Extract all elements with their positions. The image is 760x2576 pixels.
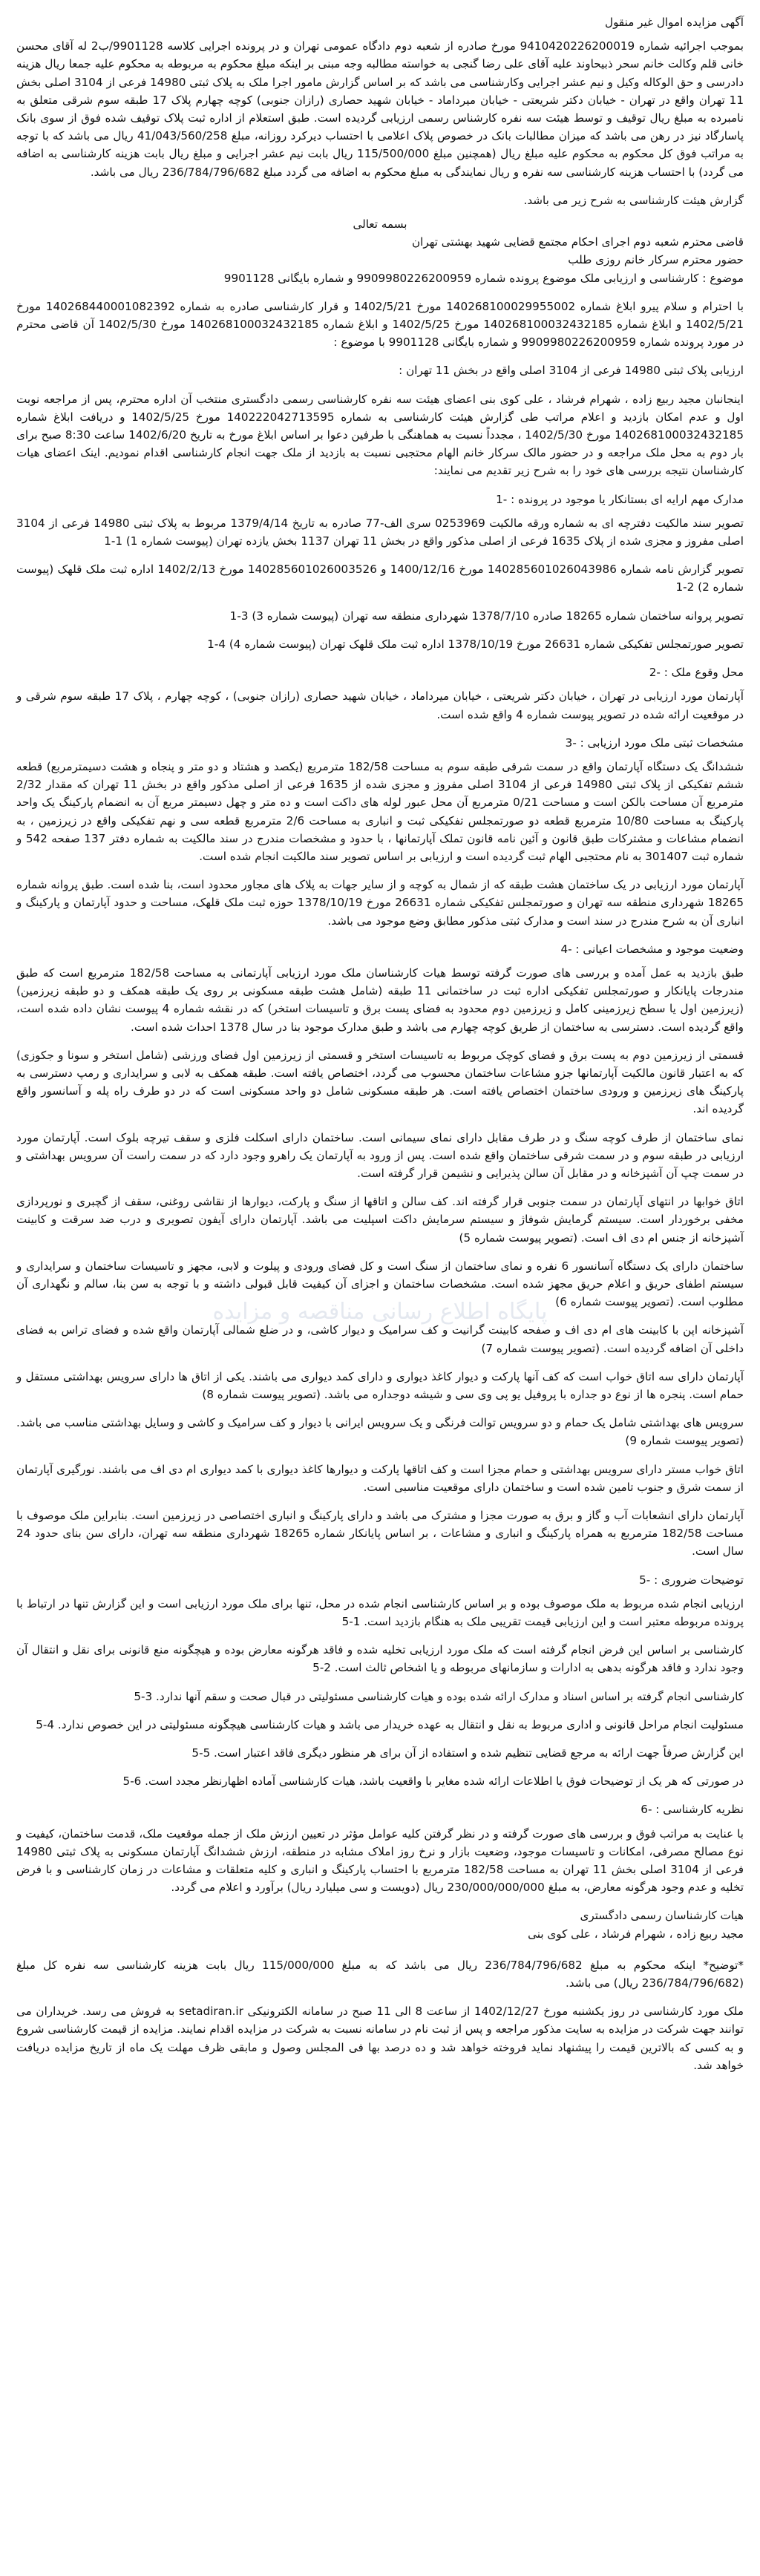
list-item: در صورتی که هر یک از توضیحات فوق یا اطلاعات ارائه شده مغایر با واقعیت باشد، هیات کارشناسی آماده اظهارنظر مجدد است. 6-5 (122, 1774, 744, 1789)
list-item: مسئولیت انجام مراحل قانونی و اداری مربوط به نقل و انتقال به عهده خریدار می باشد و هیات کارشناسی هیچگونه مسئولیتی در این خصوص ندارد. 4-5 (36, 1717, 744, 1731)
intro-paragraph: بموجب اجرائیه شماره 9410420226200019 مورخ صادره از شعبه دوم دادگاه عمومی تهران و در پرونده اجرایی کلاسه 9901128/ب2 له آقای محسن خانی قلم وکالت خانم سحر ذبیحاوند علیه آقای علی رضا گنجی به خواسته مطالبه وجه مبنی بر اینکه مبلغ محکوم به مربوطه به محکوم علیه جمعا ریال هزینه دادرسی و حق الوکاله وکیل و نیم عشر اجرایی وکارشناسی می باشد که بر اساس گزارش مامور اجرا ملک به پلاک ثبتی 14980 فرعی از 3104 اصلی بخش 11 تهران واقع در تهران - خیابان دکتر شریعتی - خیابان میرداماد - خیابان شهید حصاری (رازان جنوبی) کوچه چهارم پلاک 17 طبقه سوم شرقی متعلق به نامبرده به مبلغ ریال توقیف و توسط هیئت سه نفره کارشناس رسمی ارزیابی گردیده است. طبق استعلام از اداره ثبت پلاک توقیف شده فوق از سوی بانک پاسارگاد نیز در رهن می باشد که میزان مطالبات بانک در خصوص پلاک اعلامی با احتساب دیرکرد روزانه، مبلغ 41/043/560/258 ریال می باشد که با توجه به مراتب فوق کل محکوم به محکوم علیه مبلغ ریال (همچنین مبلغ 115/500/000 ریال بابت نیم عشر اجرایی و مبلغ ریال بابت هزینه کارشناسی به اضافه می گردد) با احتساب هزینه کارشناسی سه نفره و ریال نمایندگی به مبلغ محکوم به اضافه می گردد مبلغ 236/784/796/682 ریال می باشد. (16, 39, 744, 179)
list-item: تصویر سند مالکیت دفترچه ای به شماره ورقه مالکیت 0253969 سری الف-77 صادره به تاریخ 1379/4/14 مربوط به پلاک ثبتی 14980 فرعی از 3104 اصلی مفروز و مجزی شده از پلاک 1635 فرعی از اصلی مذکور واقع در بخش 11 تهران 1137 بخش یازده تهران (پیوست شماره 1) 1-1 (16, 516, 744, 548)
description-paragraph: اتاق خواب مستر دارای سرویس بهداشتی و حمام مجزا است و کف اتاقها پارکت و دیوارها کاغذ دیواری با کمد دیواری ام دی اف می باشند. نورگیری آپارتمان از سمت شرق و جنوب تامین شده است و ساختمان دارای موقعیت مناسبی است. (16, 1462, 744, 1494)
list-item: تصویر صورتمجلس تفکیکی شماره 26631 مورخ 1378/10/19 اداره ثبت ملک قلهک تهران (پیوست شماره 4) 4-1 (207, 637, 744, 651)
description-paragraph: آپارتمان دارای انشعابات آب و گاز و برق به صورت مجزا و مشترک می باشد و دارای پارکینگ و انباری اختصاصی در زیرزمین است. بنابراین ملک موصوف با مساحت 182/58 مترمربع به همراه پارکینگ و انباری و مشاعات ، بر اساس پایانکار شماره 18265 شهرداری منطقه سه تهران، دارای سن بنای حدود 24 سال است. (16, 1509, 744, 1559)
auction-paragraph: ملک مورد کارشناسی در روز یکشنبه مورخ 1402/12/27 از ساعت 8 الی 11 صبح در سامانه الکترونیکی setadiran.ir به فروش می رسد. خریداران می توانند جهت شرکت در مزایده به سایت مذکور مراجعه و پس از ثبت نام در سامانه نسبت به شرکت در مزایده اقدام نمایند. مزایده از قیمت کارشناسی شروع و به کسی که بالاترین قیمت را پیشنهاد نماید فروخته خواهد شد و ده درصد بها فی المجلس وصول و مابقی ظرف مهلت یک ماه از تاریخ مزایده دریافت خواهد شد. (16, 2005, 744, 2072)
watermark: پایگاه اطلاع رسانی مناقصه و مزایده (212, 1299, 548, 1325)
description-paragraph: طبق بازدید به عمل آمده و بررسی های صورت گرفته توسط هیات کارشناسان ملک مورد ارزیابی آپارتمانی به مساحت 182/58 مترمربع است که طبق مندرجات پایانکار و صورتمجلس تفکیکی اداره ثبت در ساختمانی 11 طبقه (شامل هشت طبقه مسکونی بر روی یک طبقه همکف و دو طبقه زیرزمین) (زیرزمین اول یا سطح زیرزمینی کامل و زیرزمین دوم محدود به فضای پست برق و تاسیسات استخر) که در نقشه شماره 4 پیوست نشان داده شده است، واقع گردیده است. دسترسی به ساختمان از طریق کوچه چهارم می باشد و طبق مدارک موجود بنا در سال 1378 احداث شده است. (16, 966, 744, 1034)
description-paragraph: ساختمان دارای یک دستگاه آسانسور 6 نفره و نمای ساختمان از سنگ است و کل فضای ورودی و پیلوت و لابی، مجهز و تاسیسات ساختمان و سرایداری و سیستم اطفای حریق و اعلام حریق مجهز شده است. مشخصات ساختمان و اجزای آن کیفیت قابل قبولی داشته و با توجه به سن بنا، سالم و نگهداری آن مطلوب است. (تصویر پیوست شماره 6) (16, 1259, 744, 1309)
specs-paragraph: ششدانگ یک دستگاه آپارتمان واقع در سمت شرقی طبقه سوم به مساحت 182/58 مترمربع (یکصد و هشتاد و دو متر و پنجاه و هشت دسیمترمربع) قطعه ششم تفکیکی از پلاک ثبتی 14980 فرعی از 3104 اصلی مفروز و مجزی شده از 1635 فرعی از اصلی مذکور واقع در بخش 11 تهران که مقدار 2/32 مترمربع آن مساحت بالکن است و مساحت 0/21 مترمربع آن محل عبور لوله های داکت است و ده متر و چهل دسیمتر مربع آن به انضمام پارکینگ یک واحد پارکینگ به مساحت 10/80 مترمربع قطعه دو صورتمجلس تفکیکی ثبت و انباری به مساحت 2/6 مترمربع قطعه سی و نهم تفکیکی واقع در زیرزمین ، به انضمام مشاعات و مشترکات طبق قانون و آئین نامه قانون تملک آپارتمانها ، با حدود و مشخصات مندرج در سند مالکیت به شماره دفتر 137 صفحه 542 و شماره ثبت 301407 به نام محتجبی الهام ثبت گردیده است و ارزیابی بر اساس تصویر سند مالکیت انجام شده است. (16, 759, 744, 863)
visit-paragraph: اینجانبان مجید ربیع زاده ، شهرام فرشاد ، علی کوی بنی اعضای هیئت سه نفره کارشناسی رسمی دادگستری منتخب آن اداره محترم، پس از مراجعه نوبت اول و عدم امکان بازدید و اعلام مراتب طی گزارش هیئت کارشناسی به شماره 140222042713595 مورخ 1402/5/25 و دریافت ابلاغ شماره 140268100032432185 مورخ 1402/5/30 ، مجدداً نسبت به هماهنگی با طرفین دعوا بر اساس ابلاغ مورخ به تاریخ 1402/6/20 ساعت 8:30 صبح برای بار دوم به محل ملک مراجعه و در حضور مالک سرکار خانم الهام محتجبی نسبت به بازدید از ملک جهت انجام کارشناسی اقدام نمودیم. اینک اعضای هیات کارشناسان نتیجه بررسی های خود را به شرح زیر تقدیم می نمایند: (16, 392, 744, 478)
section-heading: توضیحات ضروری : -5 (639, 1573, 744, 1587)
description-paragraph: آپارتمان دارای سه اتاق خواب است که کف آنها پارکت و دیوار کاغذ دیواری و دارای کمد دیواری می باشند. یکی از اتاق ها دارای سرویس بهداشتی مستقل و حمام است. پنجره ها از نوع دو جداره با پروفیل یو پی وی سی و شیشه دوجداره می باشد. (تصویر پیوست شماره 8) (16, 1369, 744, 1401)
list-item: این گزارش صرفاً جهت ارائه به مرجع قضایی تنظیم شده و استفاده از آن برای هر منظور دیگری فاقد اعتبار است. 5-5 (191, 1746, 744, 1760)
description-paragraph: سرویس های بهداشتی شامل یک حمام و دو سرویس توالت فرنگی و یک سرویس ایرانی با دیوار و کف سرامیک و کاشی و وسایل بهداشتی مناسب می باشد. (تصویر پیوست شماره 9) (16, 1416, 744, 1448)
description-paragraph: آشپزخانه اپن با کابینت های ام دی اف و صفحه کابینت گرانیت و کف سرامیک و دیوار کاشی، و در ضلع شمالی آپارتمان واقع شده و فضای تراس به فضای داخلی آن اضافه گردیده است. (تصویر پیوست شماره 7) (16, 1323, 744, 1355)
reference-line: با احترام و سلام پیرو ابلاغ شماره 140268100029955002 مورخ 1402/5/21 و قرار کارشناسی صادره به شماره 140268440001082392 مورخ 1402/5/21 و ابلاغ شماره 140268100032432185 مورخ 1402/5/25 و ابلاغ شماره 140268100032432185 مورخ 1402/5/30 آن قاضی محترم در مورد پرونده شماره 9909980226200959 و شماره بایگانی 9901128 با موضوع : (16, 299, 744, 350)
report-heading: گزارش هیئت کارشناسی به شرح زیر می باشد. (523, 193, 744, 207)
bismillah: بسمه تعالی (353, 217, 407, 232)
lot-paragraph: آپارتمان مورد ارزیابی در یک ساختمان هشت طبقه که از شمال به کوچه و از سایر جهات به پلاک های مجاور محدود است، بنا شده است. طبق پروانه شماره 18265 شهرداری منطقه سه تهران و صورتمجلس تفکیکی شماره 26631 مورخ 1378/10/19 حوزه ثبت ملک قلهک، مساحت و حدود آپارتمان و پارکینگ و انباری آن به شرح مندرج در سند است و مدارک ثبتی مذکور مطابق وضع موجود می باشد. (16, 878, 744, 928)
list-item: کارشناسی بر اساس این فرض انجام گرفته است که ملک مورد ارزیابی تخلیه شده و فاقد هرگونه معارض بوده و هیچگونه منع قانونی برای نقل و انتقال آن وجود ندارد و فاقد هرگونه بدهی به ادارات و سازمانهای مربوطه و یا اشخاص ثالث است. 2-5 (16, 1643, 744, 1675)
description-paragraph: اتاق خوابها در انتهای آپارتمان در سمت جنوبی قرار گرفته اند. کف سالن و اتاقها از سنگ و پارکت، دیوارها از نقاشی روغنی، سقف از گچبری و نورپردازی مخفی برخوردار است. سیستم گرمایش شوفاژ و سیستم سرمایش داکت اسپلیت می باشد. آپارتمان دارای آیفون تصویری و درب ضد سرقت و کابینت آشپزخانه از جنس ام دی اف است. (تصویر پیوست شماره 5) (16, 1195, 744, 1245)
signature-title: هیات کارشناسان رسمی دادگستری (580, 1909, 744, 1923)
section-heading: مدارک مهم ارایه ای بستانکار یا موجود در پرونده : -1 (496, 492, 744, 506)
subject-line: موضوع : کارشناسی و ارزیابی ملک موضوع پرونده شماره 9909980226200959 و شماره بایگانی 9901128 (223, 271, 744, 285)
signature-names: مجید ربیع زاده ، شهرام فرشاد ، علی کوی بنی (528, 1927, 744, 1941)
footnote: *توضیح* اینکه محکوم به مبلغ 236/784/796/682 ریال می باشد که به مبلغ 115/000/000 ریال بابت هزینه کارشناسی سه نفره کل مبلغ (236/784/796/682 ریال) می باشد. (16, 1958, 744, 1990)
section-heading: مشخصات ثبتی ملک مورد ارزیابی : -3 (565, 735, 744, 750)
description-paragraph: قسمتی از زیرزمین دوم به پست برق و فضای کوچک مربوط به تاسیسات استخر و قسمتی از زیرزمین اول فضای ورزشی (شامل استخر و سونا و جکوزی) که به اعتبار قانون مالکیت آپارتمانها جزو مشاعات ساختمان محسوب می گردد، اختصاص یافته است. طبقه همکف به لابی و سرایداری و رمپ دسترسی به پارکینگ های زیرزمین و ورودی ساختمان اختصاص یافته است. هر طبقه مسکونی شامل دو واحد مسکونی است که در دو طرف راه پله و آسانسور واقع گردیده اند. (16, 1048, 744, 1116)
list-item: تصویر پروانه ساختمان شماره 18265 صادره 1378/7/10 شهرداری منطقه سه تهران (پیوست شماره 3) 3-1 (229, 609, 744, 623)
section-heading: وضعیت موجود و مشخصات اعیانی : -4 (560, 942, 744, 956)
opinion-paragraph: با عنایت به مراتب فوق و بررسی های صورت گرفته و در نظر گرفتن کلیه عوامل مؤثر در تعیین ارزش ملک از جمله موقعیت ملک، قدمت ساختمان، کیفیت و نوع مصالح مصرفی، امکانات و تاسیسات موجود، وضعیت بازار و نرخ روز املاک مشابه در منطقه، ارزش ششدانگ آپارتمان مسکونی به پلاک ثبتی 14980 فرعی از 3104 اصلی بخش 11 تهران به مساحت 182/58 مترمربع با احتساب پارکینگ و انباری و کلیه متعلقات و مشاعات در زمان کارشناسی و با فرض تخلیه و عدم وجود هرگونه معارض، به مبلغ 230/000/000/000 ریال (دویست و سی میلیارد ریال) برآورد و اعلام می گردد. (16, 1826, 744, 1895)
location-paragraph: آپارتمان مورد ارزیابی در تهران ، خیابان دکتر شریعتی ، خیابان میرداماد ، خیابان شهید حصاری (رازان جنوبی) ، کوچه چهارم ، پلاک 17 طبقه سوم شرقی و در موقعیت ارائه شده در تصویر پیوست شماره 4 واقع شده است. (16, 689, 744, 721)
section-heading: نظریه کارشناسی : -6 (641, 1803, 744, 1817)
description-paragraph: نمای ساختمان از طرف کوچه سنگ و در طرف مقابل دارای نمای سیمانی است. ساختمان دارای اسکلت فلزی و سقف تیرچه بلوک است. آپارتمان مورد ارزیابی در طبقه سوم و در سمت شرقی ساختمان واقع شده است. پس از ورود به آپارتمان یک راهرو وجود دارد که در سمت راست آن سرویس بهداشتی و در سمت چپ آن آشپزخانه و در مقابل آن سالن پذیرایی و نشیمن قرار گرفته است. (16, 1130, 744, 1180)
addressee-secondary: حضور محترم سرکار خانم روزی طلب (568, 253, 744, 267)
list-item: ارزیابی انجام شده مربوط به ملک موصوف بوده و بر اساس کارشناسی انجام شده در محل، تنها برای ملک مورد ارزیابی است و این گزارش تنها در ارتباط با پرونده مربوطه معتبر است و این ارزیابی قیمت تقریبی ملک به هنگام بازدید است. 1-5 (16, 1596, 744, 1629)
list-item: کارشناسی انجام گرفته بر اساس اسناد و مدارک ارائه شده بوده و هیات کارشناسی مسئولیتی در قبال صحت و سقم آنها ندارد. 3-5 (134, 1689, 744, 1703)
list-item: تصویر گزارش نامه شماره 140285601026043986 مورخ 1400/12/16 و 140285601026003526 مورخ 1402/2/13 اداره ثبت ملک قلهک (پیوست شماره 2) 2-1 (16, 563, 744, 594)
addressee: قاضی محترم شعبه دوم اجرای احکام مجتمع قضایی شهید بهشتی تهران (411, 235, 744, 249)
letter-header (16, 215, 744, 287)
document-title: آگهی مزایده اموال غیر منقول (605, 16, 744, 29)
section-heading: محل وقوع ملک : -2 (649, 666, 744, 680)
reference-line: ارزیابی پلاک ثبتی 14980 فرعی از 3104 اصلی واقع در بخش 11 تهران : (399, 364, 744, 378)
